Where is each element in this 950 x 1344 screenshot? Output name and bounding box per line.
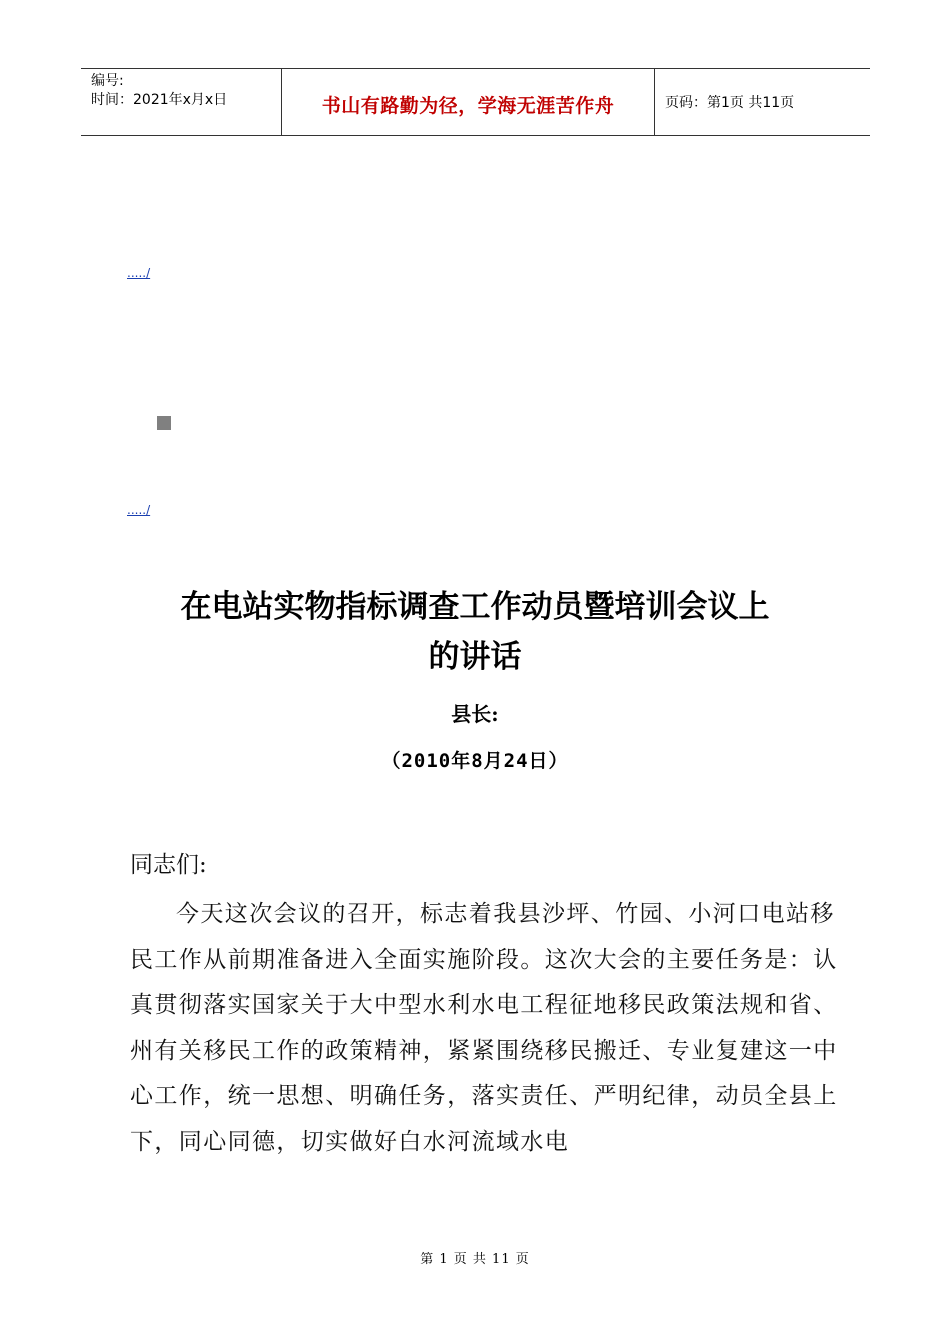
square-bullet-icon xyxy=(157,416,171,430)
ellipsis-link-top[interactable]: ...../ xyxy=(127,266,151,280)
header-page-info: 页码：第1页 共11页 xyxy=(665,95,795,111)
body-paragraph: 今天这次会议的召开，标志着我县沙坪、竹园、小河口电站移民工作从前期准备进入全面实施阶段。这次大会的主要任务是：认真贯彻落实国家关于大中型水利水电工程征地移民政策法规和省、州有关移民工作的政策精神，紧紧围绕移民搬迁、专业复建这一中心工作，统一思想、明确任务，落实责任、严明纪律，动员全县上下，同心同德，切实做好白水河流域水电 xyxy=(130,901,838,1155)
salutation: 同志们: xyxy=(130,852,207,878)
speech-date: （2010年8月24日） xyxy=(381,750,569,772)
title-line-2: 的讲话 xyxy=(428,639,522,675)
header-page-cell xyxy=(655,69,870,135)
document-title xyxy=(100,582,850,682)
header-motto-cell xyxy=(282,69,655,135)
date-label: 时间：2021年x月x日 xyxy=(91,92,228,108)
ellipsis-link-bottom[interactable]: ...../ xyxy=(127,503,151,517)
speaker-label: 县长: xyxy=(451,702,499,726)
page-footer: 第 1 页 共 11 页 xyxy=(420,1252,530,1267)
serial-number-label: 编号: xyxy=(91,73,124,89)
header-meta-cell xyxy=(81,69,282,135)
header-motto: 书山有路勤为径，学海无涯苦作舟 xyxy=(321,94,615,117)
document-header xyxy=(81,68,870,136)
title-line-1: 在电站实物指标调查工作动员暨培训会议上 xyxy=(180,589,770,625)
